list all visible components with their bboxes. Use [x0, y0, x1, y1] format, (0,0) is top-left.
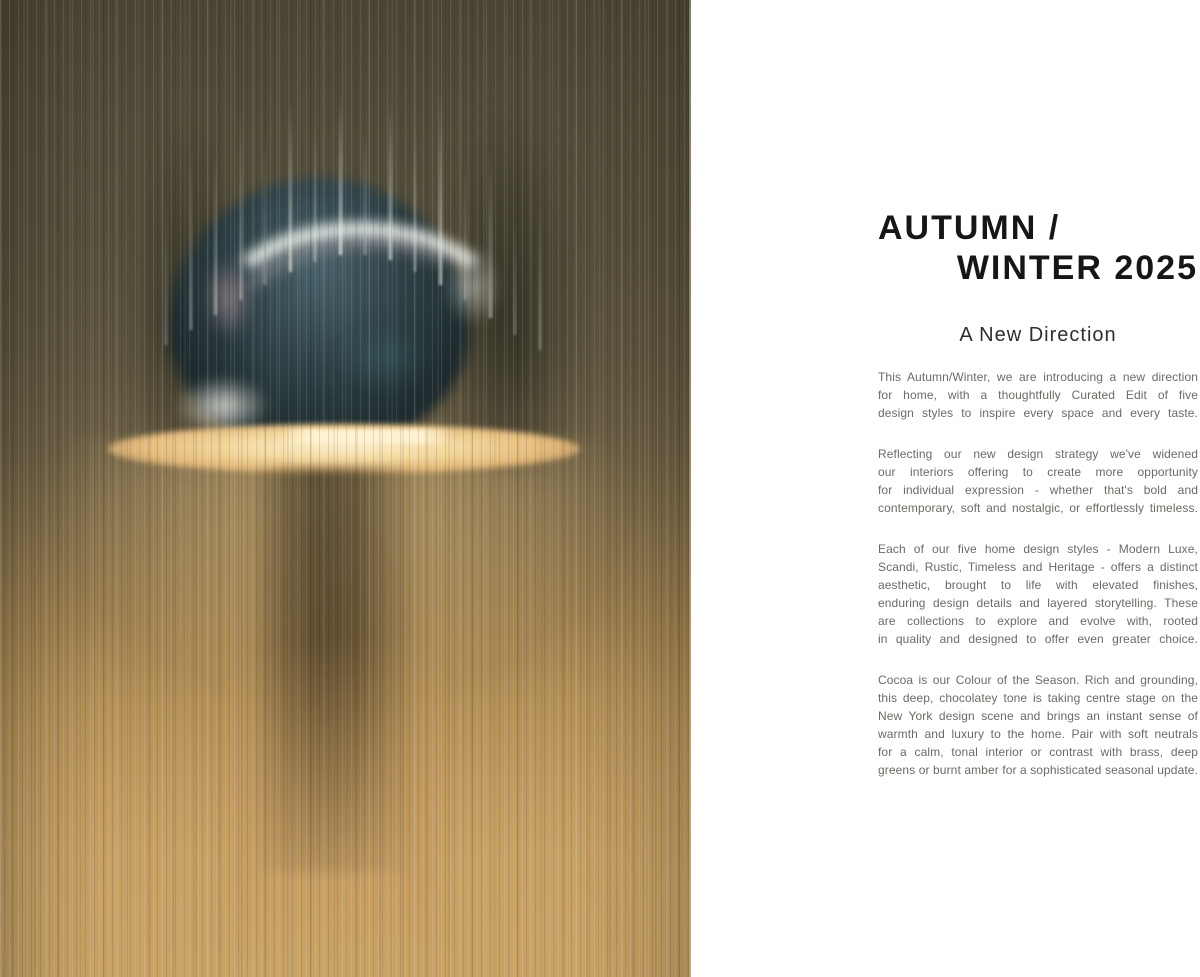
- paragraph-styles: [878, 540, 1198, 648]
- text-line: are collections to explore and evolve with, rooted: [878, 614, 1198, 628]
- text-line: contemporary, soft and nostalgic, or effortlessly timeless.: [878, 501, 1198, 515]
- title-line-2: WINTER 2025: [956, 249, 1198, 287]
- text-line: for individual expression - whether that's bold and: [878, 483, 1198, 497]
- text-line: New York design scene and brings an instant sense of: [878, 709, 1198, 723]
- text-line: Scandi, Rustic, Timeless and Heritage - offers a distinct: [878, 560, 1198, 574]
- text-line: This Autumn/Winter, we are introducing a new direction: [878, 370, 1198, 384]
- text-line: enduring design details and layered storytelling. These: [878, 596, 1198, 610]
- paragraph-cocoa: [878, 671, 1198, 779]
- text-line: aesthetic, brought to life with elevated finishes,: [878, 578, 1198, 592]
- text-line: Reflecting our new design strategy we've widened: [878, 447, 1198, 461]
- text-column: [878, 0, 1198, 779]
- subtitle: A New Direction: [959, 324, 1117, 346]
- title-line-1: AUTUMN /: [878, 209, 1061, 247]
- text-line: warmth and luxury to the home. Pair with soft neutrals: [878, 727, 1198, 741]
- content-panel: [691, 0, 1200, 977]
- paragraph-strategy: [878, 445, 1198, 517]
- page-title: [878, 208, 1198, 288]
- text-line: our interiors offering to create more opportunity: [878, 465, 1198, 479]
- text-line: this deep, chocolatey tone is taking centre stage on the: [878, 691, 1198, 705]
- text-line: in quality and designed to offer even greater choice.: [878, 632, 1198, 646]
- body-text: [878, 368, 1198, 779]
- paragraph-intro: [878, 368, 1198, 422]
- text-line: greens or burnt amber for a sophisticated seasonal update.: [878, 763, 1198, 777]
- text-line: design styles to inspire every space and every taste.: [878, 406, 1198, 420]
- text-line: Each of our five home design styles - Modern Luxe,: [878, 542, 1198, 556]
- text-line: for a calm, tonal interior or contrast with brass, deep: [878, 745, 1198, 759]
- text-line: for home, with a thoughtfully Curated Edit of five: [878, 388, 1198, 402]
- text-line: Cocoa is our Colour of the Season. Rich and grounding,: [878, 673, 1198, 687]
